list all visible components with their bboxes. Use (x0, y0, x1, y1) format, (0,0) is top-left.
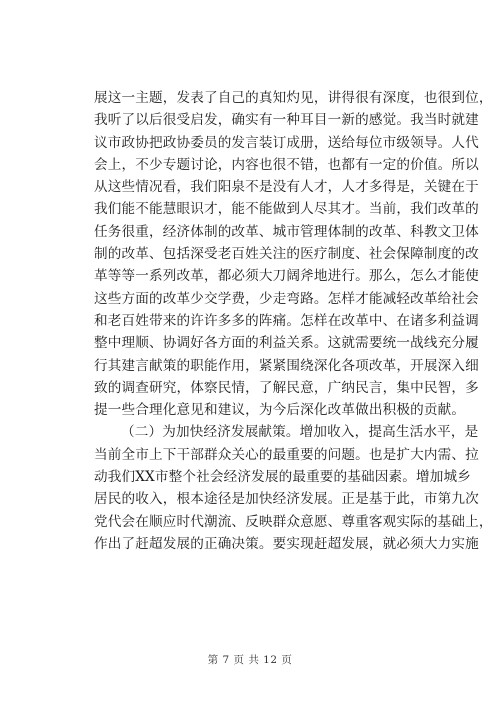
text-line: 党代会在顺应时代潮流、反映群众意愿、尊重客观实际的基础上， (94, 513, 493, 530)
text-line: 革等等一系列改革，都必须大刀阔斧地进行。那么，怎么才能使 (94, 268, 479, 285)
text-line: 我们能不能慧眼识才，能不能做到人尽其才。当前，我们改革的 (94, 201, 479, 218)
text-line: 任务很重，经济体制的改革、城市管理体制的改革、科教文卫体 (94, 223, 479, 240)
text-line: 提一些合理化意见和建议，为今后深化改革做出积极的贡献。 (94, 402, 466, 419)
text-line: 作出了赶超发展的正确决策。要实现赶超发展，就必须大力实施 (94, 535, 479, 552)
text-line: 制的改革、包括深受老百姓关注的医疗制度、社会保障制度的改 (94, 246, 479, 263)
text-line: （二）为加快经济发展献策。增加收入，提高生活水平，是 (121, 424, 479, 441)
text-line: 整中理顺、协调好各方面的利益关系。这就需要统一战线充分履 (94, 335, 479, 352)
text-line: 居民的收入，根本途径是加快经济发展。正是基于此，市第九次 (94, 491, 479, 508)
text-line: 当前全市上下干部群众关心的最重要的问题。也是扩大内需、拉 (94, 446, 479, 463)
text-line: 致的调查研究，体察民情，了解民意，广纳民言，集中民智，多 (94, 379, 479, 396)
text-line: 会上，不少专题讨论，内容也很不错，也都有一定的价值。所以 (94, 156, 479, 173)
text-line: 和老百姓带来的许许多多的阵痛。怎样在改革中、在诸多利益调 (94, 312, 479, 329)
text-line: 这些方面的改革少交学费，少走弯路。怎样才能减轻改革给社会 (94, 290, 479, 307)
text-line: 议市政协把政协委员的发言装订成册，送给每位市级领导。人代 (94, 134, 479, 151)
text-line: 展这一主题，发表了自己的真知灼见，讲得很有深度，也很到位， (94, 90, 493, 106)
text-line: 行其建言献策的职能作用，紧紧围绕深化各项改革，开展深入细 (94, 357, 479, 374)
text-line: 我听了以后很受启发，确实有一种耳目一新的感觉。我当时就建 (94, 112, 479, 129)
text-line: 动我们XX市整个社会经济发展的最重要的基础因素。增加城乡 (94, 469, 471, 486)
page-number-footer: 第 7 页 共 12 页 (207, 654, 293, 666)
body-text (94, 87, 493, 555)
text-line: 从这些情况看，我们阳泉不是没有人才，人才多得是，关键在于 (94, 179, 479, 196)
